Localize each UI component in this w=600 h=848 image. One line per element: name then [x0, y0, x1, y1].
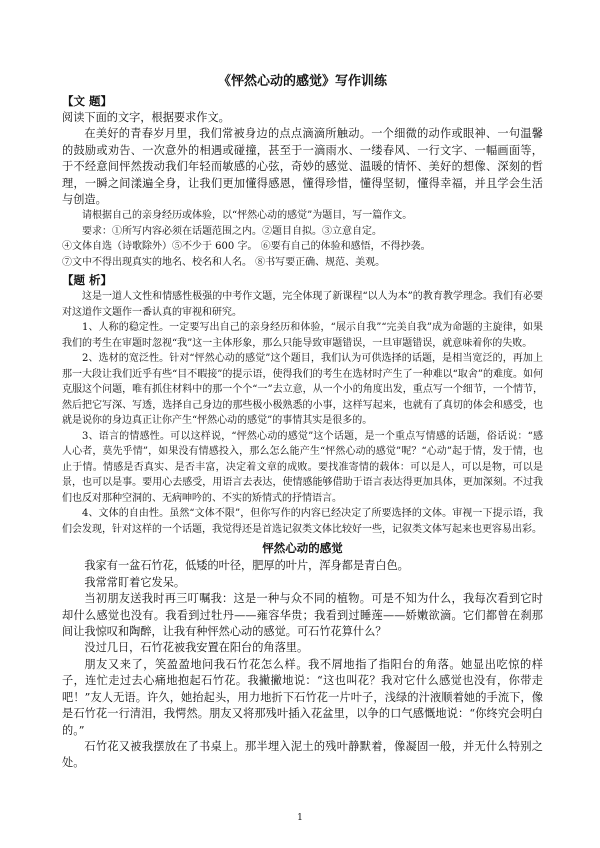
- topic-text: 在美好的青春岁月里，我们常被身边的点点滴滴所触动。一个细微的动作或眼神、一句温馨的鼓励或劝告、一次意外的相遇或碰撞，甚至于一滴雨水、一缕春风、一行文字、一幅画面等，于不经意间怦然拨动我们年轻而敏感的心弦，奇妙的感觉、温暖的情怀、美好的想像、深刻的哲理，一瞬之间漾遍全身，让我们更加懂得感恩，懂得珍惜，懂得坚韧，懂得幸福，并且学会生活与创造。: [62, 127, 543, 207]
- essay-title: 怦然心动的感觉: [262, 541, 343, 556]
- analysis-paragraph: 3、语言的情感性。可以这样说，“怦然心动的感觉”这个话题，是一个重点写情感的话题，俗话说：“感人心者，莫先乎情”，如果没有情感投入，那么怎么能产生“怦然心动的感觉”呢？“心动”起于情，发于情，也止于情。情感是否真实、是否丰富，决定着文章的成败。要找准寄情的载体：可以是人，可以是物，可以是景，也可以是事。要用心去感受，用语言去表达，使情感能够借助于语言表达得更加具体，更加深刻。不过我们也反对那种空洞的、无病呻吟的、不实的矫情式的抒情语言。: [62, 430, 543, 504]
- analysis-paragraph: 1、人称的稳定性。一定要写出自己的亲身经历和体验，“展示自我”“完美自我”成为命题的主旋律，如果我们的考生在审题时忽视“我”这一主体形象，那么只能导致审题错误，一旦审题错误，就意味着你的失败。: [62, 322, 543, 349]
- essay-paragraph: 我常常盯着它发呆。: [84, 575, 186, 589]
- section-heading-topic: 【文 题】: [62, 94, 113, 108]
- document-title: 《怦然心动的感觉》写作训练: [217, 74, 387, 89]
- page-number: 1: [297, 813, 303, 823]
- topic-intro: 阅读下面的文字，根据要求作文。: [62, 111, 230, 124]
- requirement-line: 要求：①所写内容必须在话题范围之内。②题目自拟。③立意自定。: [82, 225, 382, 237]
- essay-paragraph: 我家有一盆石竹花，低矮的叶径，肥厚的叶片，浑身都是青白色。: [84, 559, 409, 573]
- analysis-paragraph: 这是一道人文性和情感性极强的中考作文题，完全体现了新课程“以人为本”的教育教学理念。我们有必要对这道作文题作一番认真的审视和研究。: [62, 291, 543, 318]
- topic-prompt: 请根据自己的亲身经历或体验，以“怦然心动的感觉”为题目，写一篇作文。: [82, 210, 413, 222]
- analysis-paragraph: 2、选材的宽泛性。针对“怦然心动的感觉”这个题目，我们认为可供选择的话题，是相当宽泛的，再加上那一大段让我们近乎有些“目不暇接”的提示语，使得我们的考生在选材时产生了一种难以“取舍”的难度。如何克服这个问题，唯有抓住材料中的那一个个“一”去立意，从一个小的角度出发，重点写一个细节，一个情节，然后把它写深、写透，选择自己身边的那些极小极熟悉的小事，这样写起来，也就有了真切的体会和感受，也就是说你的身边真正让你产生“怦然心动的感觉”的事情其实是很多的。: [62, 353, 543, 427]
- requirement-line: ⑦文中不得出现真实的地名、校名和人名。 ⑧书写要正确、规范、美观。: [62, 256, 386, 268]
- essay-paragraph: 当初朋友送我时再三叮嘱我：这是一种与众不同的植物。可是不知为什么，我每次看到它时却什么感觉也没有。我看到过牡丹——雍容华贵；我看到过睡莲——娇嫩欲滴。它们都曾在刹那间让我惊叹和陶醉，让我有种怦然心动的感觉。可石竹花算什么？: [62, 592, 543, 639]
- essay-paragraph: 石竹花又被我摆放在了书桌上。那半埋入泥土的残叶静默着，像凝固一般，并无什么特别之处。: [62, 739, 543, 770]
- essay-paragraph: 没过几日，石竹花被我安置在阳台的角落里。: [84, 641, 309, 655]
- analysis-paragraph: 4、文体的自由性。虽然“文体不限”，但你写作的内容已经决定了所要选择的文体。审视一下提示语，我们会发现，针对这样的一个话题，我觉得还是首选记叙类文体比较好一些，记叙类文体写起来也更容易出彩。: [62, 508, 543, 535]
- essay-paragraph: 朋友又来了，笑盈盈地问我石竹花怎么样。我不屑地指了指阳台的角落。她显出吃惊的样子，连忙走过去心痛地抱起石竹花。我撇撇地说：“这也叫花？我对它什么感觉也没有，你带走吧！”友人无语。许久，她抬起头，用力地折下石竹花一片叶子，浅绿的汁液顺着她的手流下，像是石竹花一行清泪，我愕然。朋友又将那残叶插入花盆里，以争的口气感慨地说：“你终究会明白的。”: [62, 657, 543, 737]
- section-heading-analysis: 【题 析】: [62, 273, 113, 288]
- requirement-line: ④文体自选（诗歌除外）⑤不少于 600 字。 ⑥要有自己的体验和感悟，不得抄袭。: [62, 241, 431, 253]
